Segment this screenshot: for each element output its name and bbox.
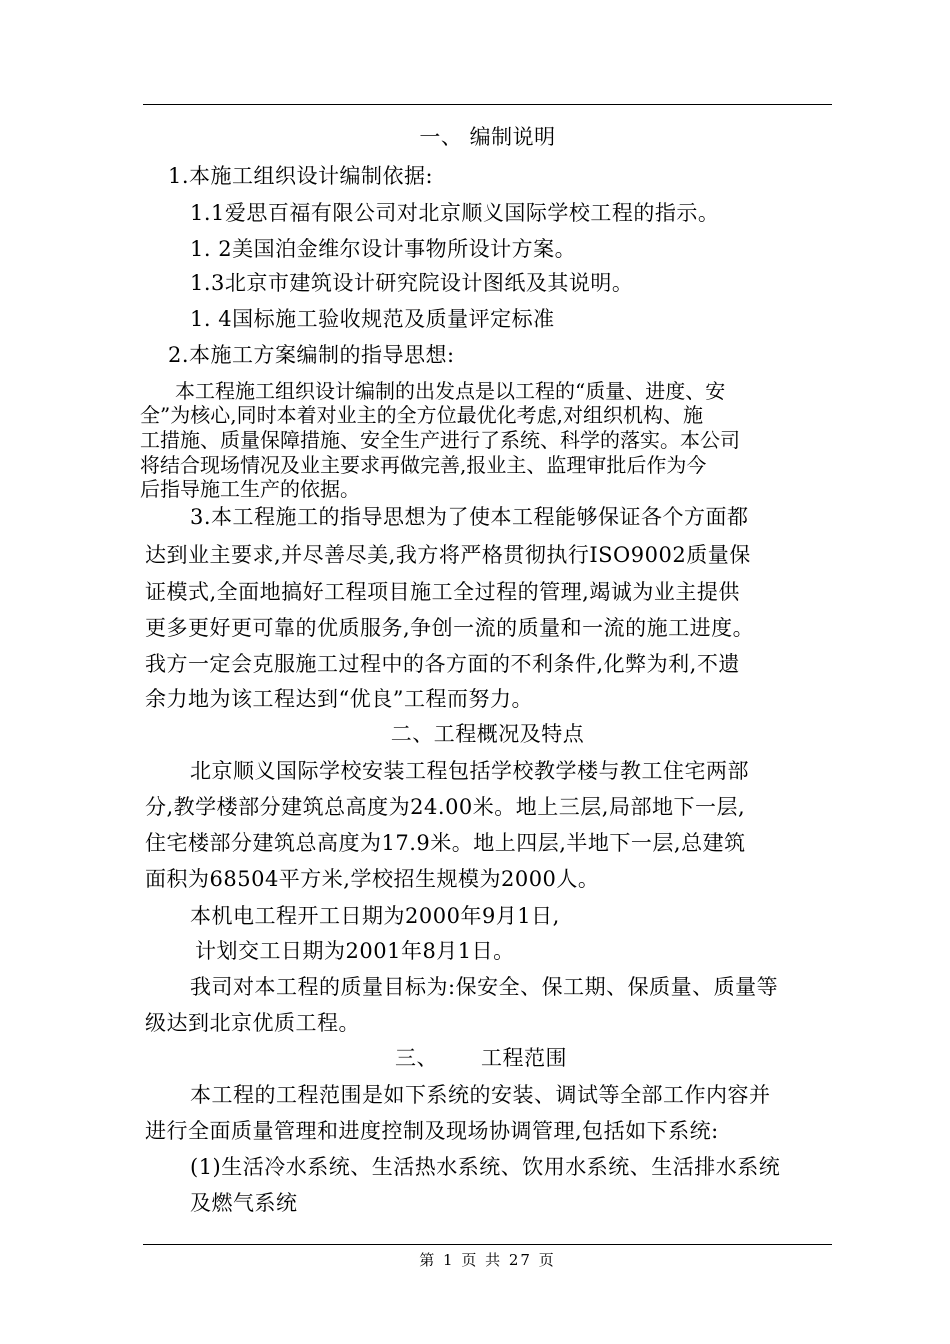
paragraph-line: 更多更好更可靠的优质服务,争创一流的质量和一流的施工进度。 [145, 616, 755, 640]
paragraph-line: 2.本施工方案编制的指导思想: [168, 343, 455, 367]
paragraph-line: 计划交工日期为2001年8月1日。 [195, 939, 515, 963]
paragraph-line: 将结合现场情况及业主要求再做完善,报业主、监理审批后作为今 [140, 453, 707, 477]
section-heading-1: 一、 编制说明 [419, 125, 556, 149]
paragraph-line: 级达到北京优质工程。 [145, 1011, 360, 1035]
paragraph-line: 北京顺义国际学校安装工程包括学校教学楼与教工住宅两部 [190, 759, 749, 783]
paragraph-line: 住宅楼部分建筑总高度为17.9米。地上四层,半地下一层,总建筑 [145, 831, 746, 855]
paragraph-line: 3.本工程施工的指导思想为了使本工程能够保证各个方面都 [190, 505, 749, 529]
paragraph-line: 1.本施工组织设计编制依据: [168, 164, 434, 188]
paragraph-line: 工措施、质量保障措施、安全生产进行了系统、科学的落实。本公司 [140, 428, 740, 452]
paragraph-line: 面积为68504平方米,学校招生规模为2000人。 [145, 867, 600, 891]
paragraph-line: 后指导施工生产的依据。 [140, 477, 360, 501]
paragraph-line: 及燃气系统 [190, 1191, 298, 1215]
paragraph-line: 达到业主要求,并尽善尽美,我方将严格贯彻执行ISO9002质量保 [145, 543, 751, 567]
paragraph-line: 全”为核心,同时本着对业主的全方位最优化考虑,对组织机构、施 [140, 403, 703, 427]
paragraph-line: 我方一定会克服施工过程中的各方面的不利条件,化弊为利,不遗 [145, 652, 740, 676]
section-heading-3: 三、 工程范围 [395, 1046, 568, 1070]
paragraph-line: 进行全面质量管理和进度控制及现场协调管理,包括如下系统: [145, 1119, 719, 1143]
paragraph-line: 分,教学楼部分建筑总高度为24.00米。地上三层,局部地下一层, [145, 795, 746, 819]
paragraph-line: (1)生活冷水系统、生活热水系统、饮用水系统、生活排水系统 [190, 1155, 781, 1179]
header-rule [143, 104, 832, 105]
paragraph-line: 本工程的工程范围是如下系统的安装、调试等全部工作内容并 [190, 1083, 771, 1107]
paragraph-line: 1.1爱思百福有限公司对北京顺义国际学校工程的指示。 [190, 201, 720, 225]
footer-rule [143, 1244, 832, 1245]
paragraph-line: 证模式,全面地搞好工程项目施工全过程的管理,竭诚为业主提供 [145, 580, 740, 604]
paragraph-line: 1. 4国标施工验收规范及质量评定标准 [190, 307, 555, 331]
paragraph-line: 余力地为该工程达到“优良”工程而努力。 [145, 687, 533, 711]
section-heading-2: 二、工程概况及特点 [390, 722, 585, 746]
paragraph-line: 1. 2美国泊金维尔设计事物所设计方案。 [190, 237, 577, 261]
paragraph-line: 我司对本工程的质量目标为:保安全、保工期、保质量、质量等 [190, 975, 779, 999]
paragraph-line: 本机电工程开工日期为2000年9月1日, [190, 904, 560, 928]
page-number-footer: 第 1 页 共 27 页 [419, 1251, 556, 1269]
paragraph-line: 本工程施工组织设计编制的出发点是以工程的“质量、进度、安 [175, 379, 726, 403]
paragraph-line: 1.3北京市建筑设计研究院设计图纸及其说明。 [190, 271, 634, 295]
